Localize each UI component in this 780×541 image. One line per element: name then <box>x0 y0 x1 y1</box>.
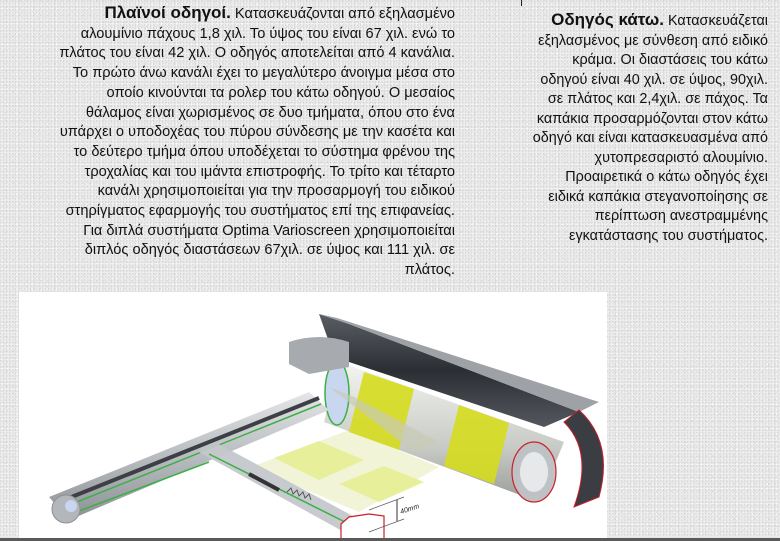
screen-system-drawing <box>19 292 607 539</box>
side-guides-paragraph <box>0 3 455 281</box>
text-line: ειδικά καπάκια στεγανοποίησης σε <box>548 188 768 205</box>
text-line: οδηγού είναι 40 χιλ. σε ύψος, 90χιλ. <box>540 71 768 88</box>
text-line: διπλός οδηγός διαστάσεων 67χιλ. σε ύψος και 111 χιλ. σε <box>84 242 455 259</box>
text-line: πλάτος. <box>404 262 455 279</box>
text-line: περίπτωση ανεστραμμένης <box>594 208 768 224</box>
side-guides-heading: Πλαϊνοί οδηγοί. <box>104 3 231 22</box>
text-line: κανάλι χρησιμοποιείται για την προσαρμογή του ειδικού <box>97 183 455 200</box>
text-line: οποίο κινούνται τα ρολερ του κάτω οδηγού. Ο μεσαίος <box>106 84 455 101</box>
text-line: εξηλασμένος με σύνθεση από ειδικό <box>538 32 768 49</box>
text-line: Κατασκευάζεται <box>664 13 768 29</box>
text-line: κράμα. Οι διαστάσεις του κάτω <box>572 52 768 68</box>
text-line: οδηγό και είναι κατασκευασμένα από <box>532 130 768 146</box>
text-line: Προαιρετικά ο κάτω οδηγός έχει <box>565 169 768 185</box>
text-line: Για διπλά συστήματα Optima Varioscreen χρησιμοποιείται <box>83 222 455 239</box>
text-line: εγκατάστασης του συστήματος. <box>569 227 768 244</box>
bottom-guide-paragraph <box>490 10 768 246</box>
text-line: χυτοπρεσαριστό αλουμίνιο. <box>594 149 768 166</box>
cutaway-illustration <box>19 292 607 539</box>
text-line: το δεύτερο τμήμα όπου υποδέχεται το σύστημα φρένου της <box>73 143 455 160</box>
text-line: υπάρχει ο υποδοχέας του πύρου σύνδεσης με την κασέτα και <box>59 124 455 141</box>
text-line: στηρίγματος εφαρμογής του συστήματος επί της επιφανείας. <box>65 203 455 220</box>
text-line: θάλαμος είναι χωρισμένος σε δυο τμήματα, όπου στο ένα <box>85 104 455 121</box>
bottom-guide-profile <box>341 514 384 539</box>
text-line: Το πρώτο άνω κανάλι έχει το μεγαλύτερο άνοιγμα μέσα στο <box>72 65 455 82</box>
text-line: σε πλάτος και 2,4χιλ. σε πάχος. Τα <box>547 91 768 107</box>
text-line: τροχαλίας και του ιμάντα επιστροφής. Το τρίτο και τέταρτο <box>84 163 455 180</box>
text-line: αλουμίνιο πάχους 1,8 χιλ. Το ύψος του είναι 67 χιλ. ενώ το <box>80 25 455 42</box>
text-line: καπάκια προσαρμόζονται στον κάτω <box>536 110 768 127</box>
svg-text:40mm: 40mm <box>399 503 421 516</box>
text-cursor <box>521 0 522 6</box>
text-line: πλάτος του είναι 42 χιλ. Ο οδηγός αποτελείται από 4 κανάλια. <box>59 45 455 62</box>
bottom-guide-heading: Οδηγός κάτω. <box>551 10 665 29</box>
text-line: Κατασκευάζονται από εξηλασμένο <box>230 6 455 22</box>
